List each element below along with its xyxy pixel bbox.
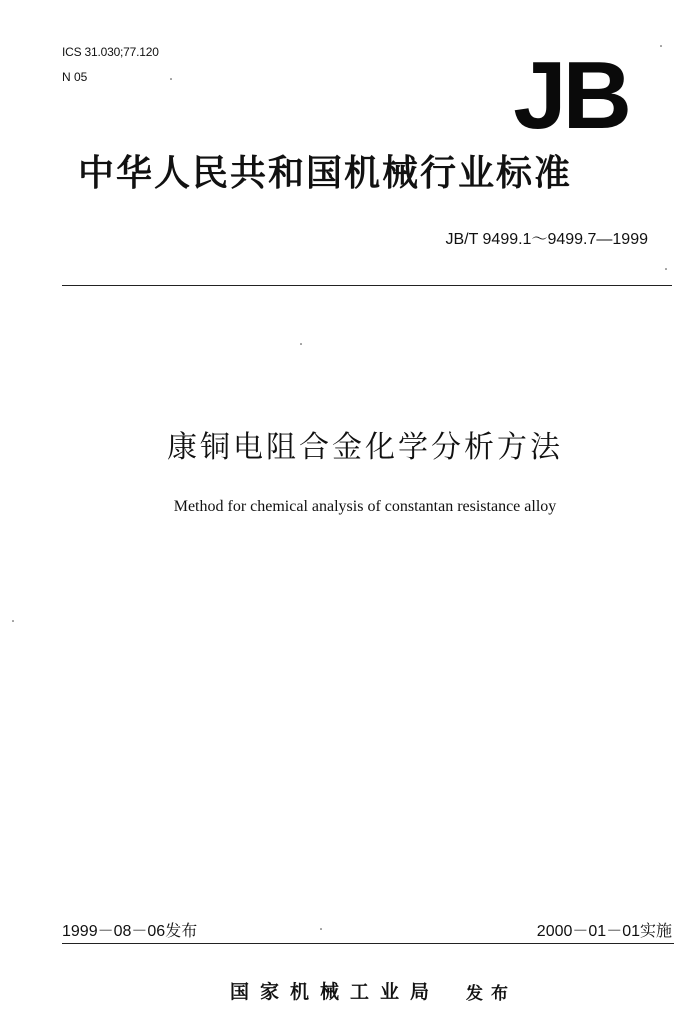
document-title-en: Method for chemical analysis of constantan resistance alloy: [173, 498, 557, 515]
document-title-cn: 康铜电阻合金化学分析方法: [167, 430, 563, 465]
standard-number: JB/T 9499.1～9499.7—1999: [445, 231, 648, 248]
scan-speck: [660, 45, 662, 47]
issue-date: 1999－08－06发布: [62, 923, 198, 940]
ics-code: ICS 31.030;77.120: [62, 45, 159, 59]
scan-speck: [320, 928, 322, 930]
implementation-date: 2000－01－01实施: [536, 923, 672, 940]
top-divider: [62, 285, 672, 286]
standard-title: 中华人民共和国机械行业标准: [78, 153, 573, 194]
n-code: N 05: [62, 70, 88, 84]
scan-speck: [12, 620, 14, 622]
scan-speck: [300, 343, 302, 345]
issuing-authority: 国家机械工业局: [230, 981, 441, 1003]
publish-label: 发布: [466, 984, 516, 1004]
scan-speck: [170, 78, 172, 80]
bottom-divider: [62, 943, 674, 944]
scan-speck: [665, 268, 667, 270]
jb-logo: JB: [513, 42, 628, 149]
